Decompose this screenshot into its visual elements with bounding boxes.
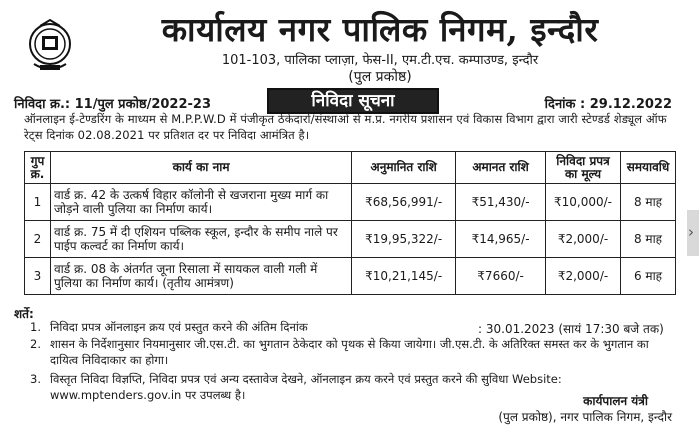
last-date: : 30.01.2023 (सायं 17:30 बजे तक) bbox=[478, 322, 664, 336]
department-name: (पुल प्रकोष्ठ) bbox=[348, 69, 412, 85]
cell-form-price: ₹2,000/- bbox=[546, 221, 621, 258]
cell-work-name: वार्ड क्र. 08 के अंतर्गत जूना रिसाला में सायकल वाली गली में पुलिया का निर्माण कार्य। (तृतीय आमंत्रण) bbox=[50, 258, 351, 295]
table-row bbox=[25, 184, 676, 221]
cell-form-price: ₹10,000/- bbox=[546, 184, 621, 221]
col-header-estimate: अनुमानित राशि bbox=[352, 152, 456, 184]
works-table bbox=[24, 151, 676, 295]
cell-work-name: वार्ड क्र. 42 के उत्कर्ष विहार कॉलोनी से खजराना मुख्य मार्ग का जोड़ने वाली पुलिया का निर्माण कार्य। bbox=[50, 184, 351, 221]
cell-group-no: 2 bbox=[25, 221, 51, 258]
term-item bbox=[14, 372, 676, 404]
cell-estimate: ₹19,95,322/- bbox=[352, 221, 456, 258]
table-row bbox=[25, 258, 676, 295]
cell-deposit: ₹7660/- bbox=[456, 258, 546, 295]
term-number: 3. bbox=[30, 372, 41, 386]
terms-title: शर्ते: bbox=[14, 307, 34, 321]
office-address: 101-103, पालिका प्लाज़ा, फेस-II, एम.टी.एच. कम्पाउण्ड, इन्दौर bbox=[221, 53, 539, 68]
page-title: कार्यालय नगर पालिक निगम, इन्दौर bbox=[161, 10, 599, 49]
tender-number: निविदा क्र.: 11/पुल प्रकोष्ठ/2022-23 bbox=[14, 97, 212, 112]
term-text: शासन के निर्देशानुसार नियमानुसार जी.एस.टी. का भुगतान ठेकेदार को पृथक से किया जायेगा। जी.एस.टी. के अतिरिक्त समस्त कर के भुगतान का दायित्व निविदाकार का होगा। bbox=[50, 337, 649, 367]
signatory-office: (पुल प्रकोष्ठ), नगर पालिक निगम, इन्दौर bbox=[498, 410, 672, 424]
term-item bbox=[14, 337, 676, 369]
term-text: निविदा प्रपत्र ऑनलाइन क्रय एवं प्रस्तुत करने की अंतिम दिनांक bbox=[50, 320, 308, 334]
table-header-row bbox=[25, 152, 676, 184]
notice-heading: निविदा सूचना bbox=[267, 88, 439, 114]
cell-deposit: ₹51,430/- bbox=[456, 184, 546, 221]
notice-date: दिनांक : 29.12.2022 bbox=[544, 97, 672, 112]
table-row bbox=[25, 221, 676, 258]
municipal-emblem-icon bbox=[26, 18, 74, 76]
cell-work-name: वार्ड क्र. 75 में दी एशियन पब्लिक स्कूल, इन्दौर के समीप नाले पर पाईप कल्वर्ट का निर्माण कार्य। bbox=[50, 221, 351, 258]
next-button[interactable] bbox=[687, 210, 699, 256]
cell-form-price: ₹2,000/- bbox=[546, 258, 621, 295]
term-text: विस्तृत निविदा विज्ञप्ति, निविदा प्रपत्र एवं अन्य दस्तावेज देखने, ऑनलाइन क्रय करने एवं प्रस्तुत करने की सुविधा Website: www.mptenders.gov.in पर उपलब्ध है। bbox=[50, 372, 562, 402]
cell-deposit: ₹14,965/- bbox=[456, 221, 546, 258]
term-number: 1. bbox=[30, 320, 41, 334]
cell-estimate: ₹68,56,991/- bbox=[352, 184, 456, 221]
term-number: 2. bbox=[30, 337, 41, 351]
col-header-work-name: कार्य का नाम bbox=[50, 152, 351, 184]
chevron-right-icon: › bbox=[688, 223, 694, 241]
col-header-duration: समयावधि bbox=[621, 152, 676, 184]
cell-group-no: 1 bbox=[25, 184, 51, 221]
signatory-designation: कार्यपालन यंत्री bbox=[583, 394, 648, 408]
col-header-form-price: निविदा प्रपत्र का मूल्य bbox=[546, 152, 621, 184]
cell-group-no: 3 bbox=[25, 258, 51, 295]
cell-estimate: ₹10,21,145/- bbox=[352, 258, 456, 295]
cell-duration: 8 माह bbox=[621, 184, 676, 221]
col-header-deposit: अमानत राशि bbox=[456, 152, 546, 184]
cell-duration: 6 माह bbox=[621, 258, 676, 295]
notice-intro: ऑनलाइन ई-टेण्डरिंग के माध्यम से M.P.P.W.D में पंजीकृत ठेकेदारों/संस्थाओं से म.प्र. नगरीय प्रशासन एवं विकास विभाग द्वारा जारी स्टेण्डर्ड शेड्यूल ऑफ रेट्स दिनांक 02.08.2021 पर प्रतिशत दर पर निविदा आमंत्रित है। bbox=[24, 112, 667, 142]
col-header-group-no: गुप क्र. bbox=[25, 152, 51, 184]
cell-duration: 8 माह bbox=[621, 221, 676, 258]
